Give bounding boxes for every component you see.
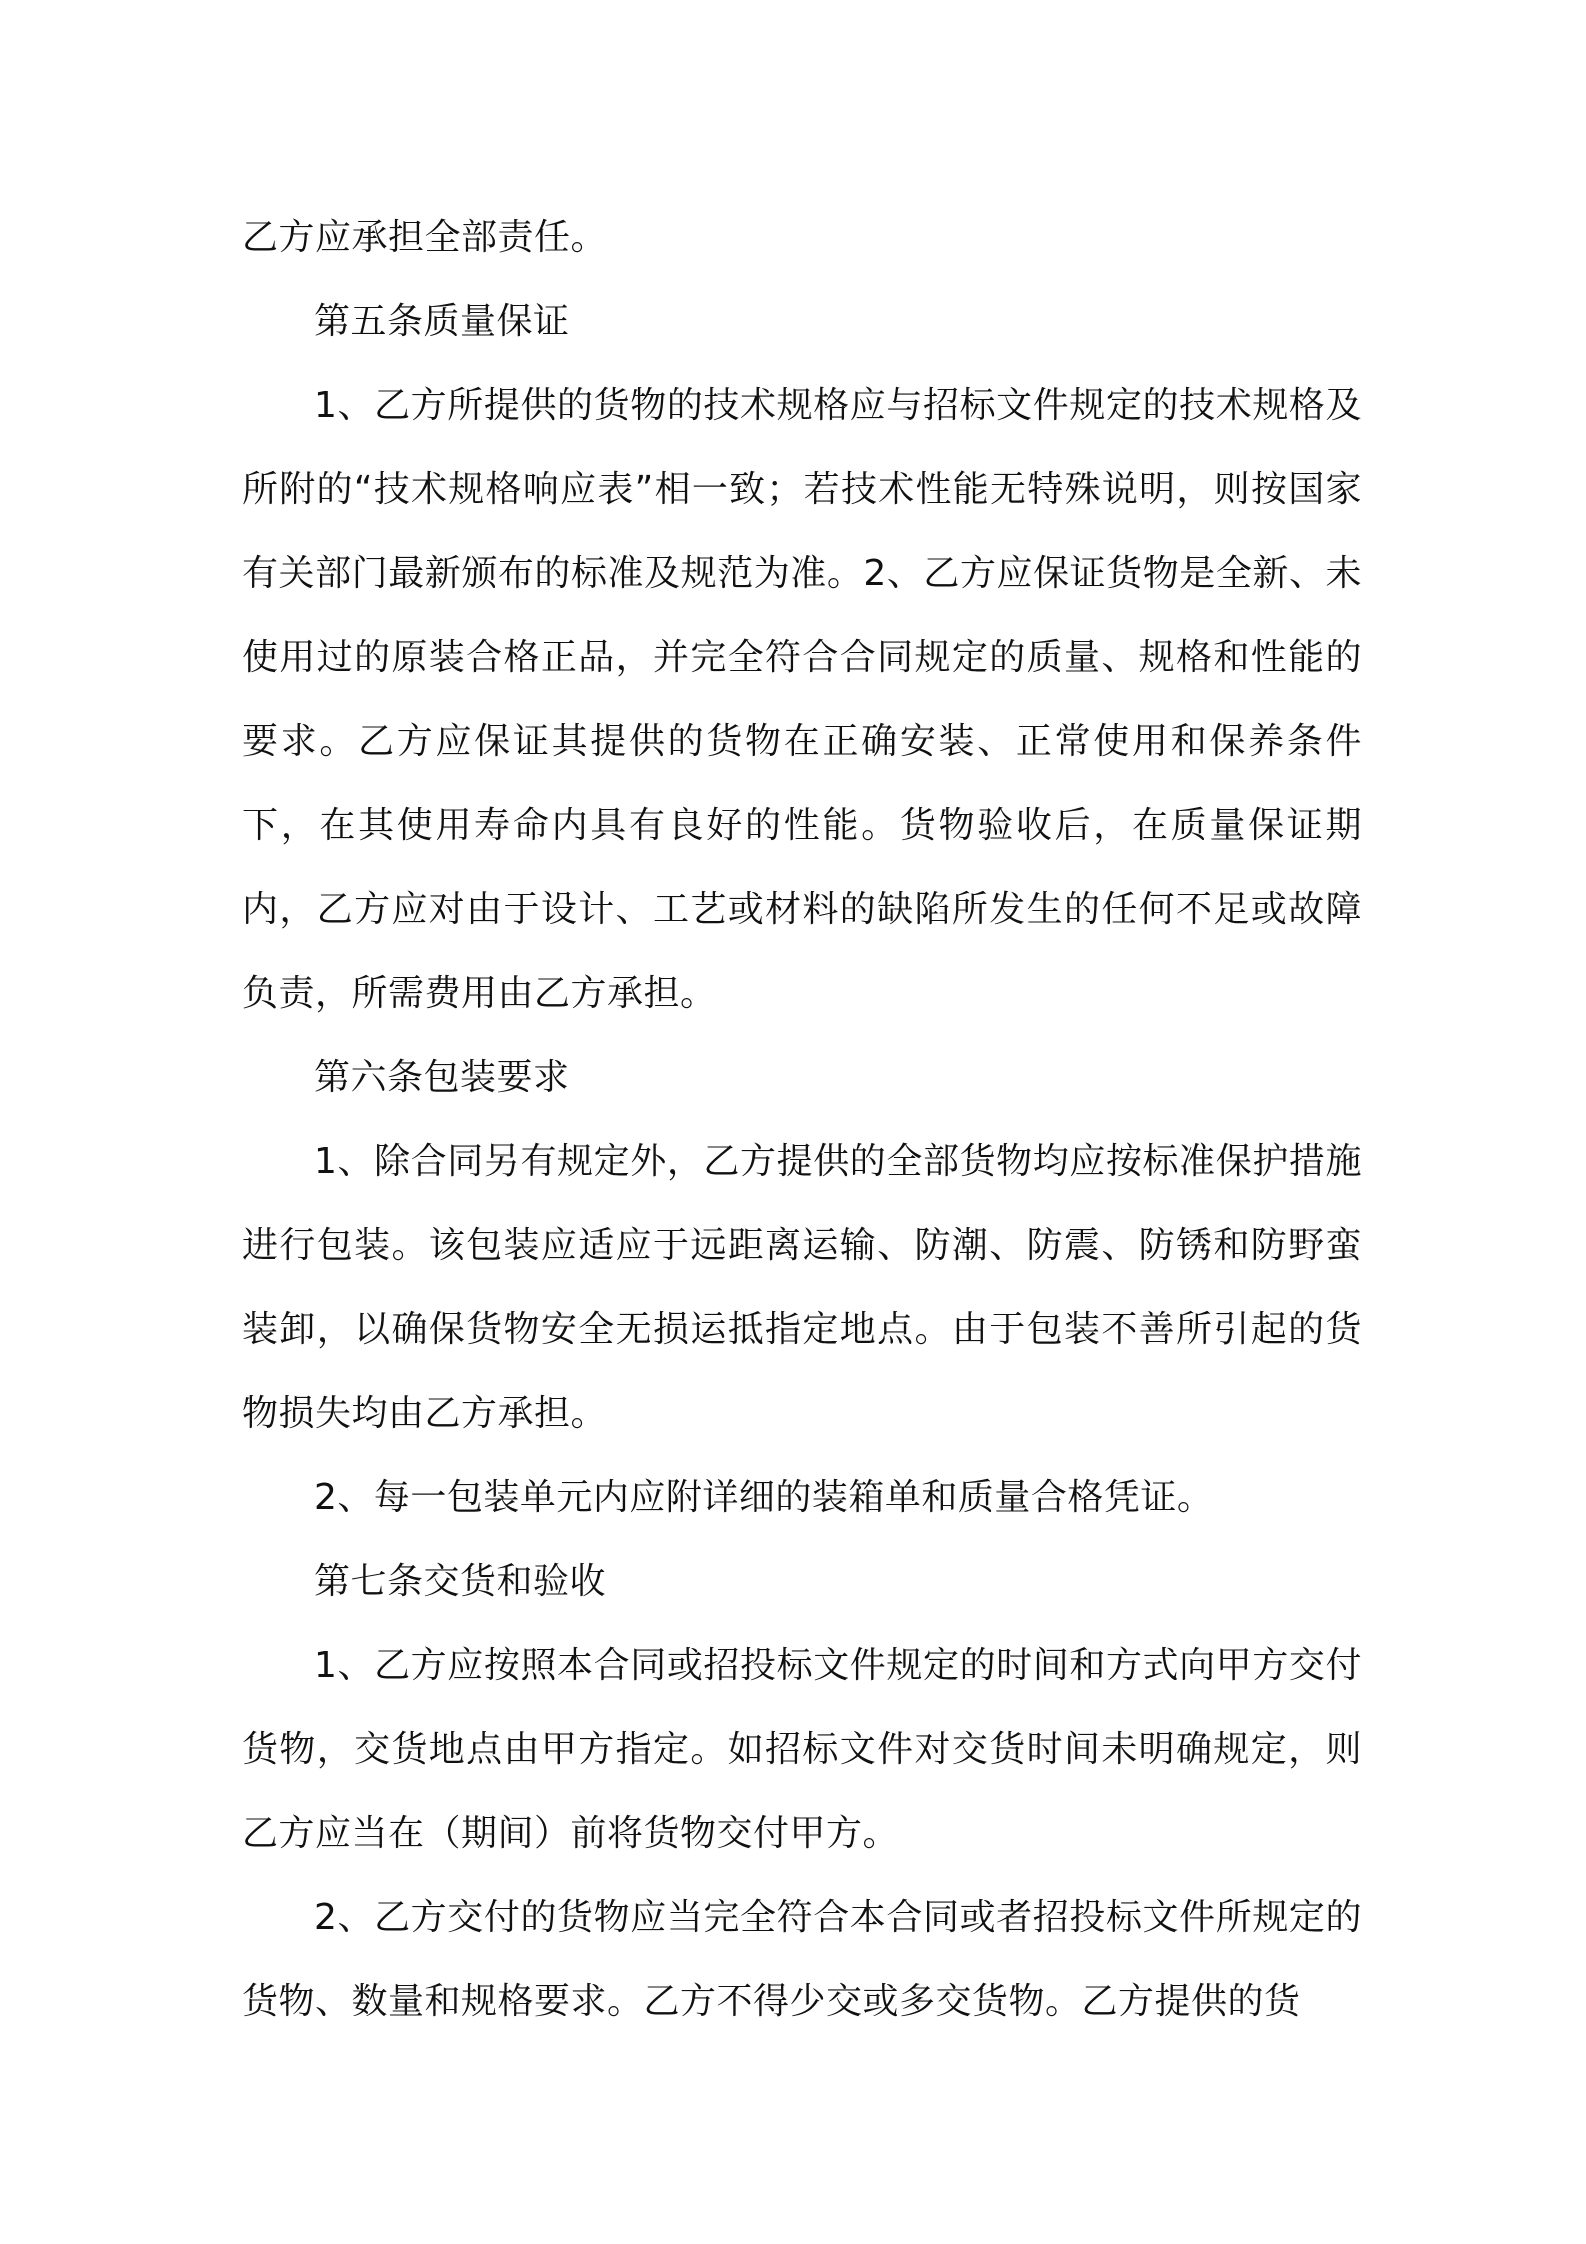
document-page bbox=[242, 196, 1362, 2044]
section-heading-article-6: 第六条包装要求 bbox=[314, 1057, 570, 1098]
paragraph-packaging-1: 1、除合同另有规定外，乙方提供的全部货物均应按标准保护措施进行包装。该包装应适应于远距离运输、防潮、防震、防锈和防野蛮装卸，以确保货物安全无损运抵指定地点。由于包装不善所引起的货物损失均由乙方承担。 bbox=[242, 1141, 1362, 1434]
paragraph-delivery-1: 1、乙方应按照本合同或招投标文件规定的时间和方式向甲方交付货物，交货地点由甲方指定。如招标文件对交货时间未明确规定，则乙方应当在（期间）前将货物交付甲方。 bbox=[242, 1645, 1362, 1854]
paragraph-continuation: 乙方应承担全部责任。 bbox=[242, 217, 608, 258]
paragraph-packaging-2: 2、每一包装单元内应附详细的装箱单和质量合格凭证。 bbox=[314, 1477, 1214, 1518]
section-heading-article-5: 第五条质量保证 bbox=[314, 301, 570, 342]
paragraph-quality-guarantee: 1、乙方所提供的货物的技术规格应与招标文件规定的技术规格及所附的“技术规格响应表”相一致；若技术性能无特殊说明，则按国家有关部门最新颁布的标准及规范为准。2、乙方应保证货物是全新、未使用过的原装合格正品，并完全符合合同规定的质量、规格和性能的要求。乙方应保证其提供的货物在正确安装、正常使用和保养条件下，在其使用寿命内具有良好的性能。货物验收后，在质量保证期内，乙方应对由于设计、工艺或材料的缺陷所发生的任何不足或故障负责，所需费用由乙方承担。 bbox=[242, 385, 1362, 1014]
section-heading-article-7: 第七条交货和验收 bbox=[314, 1561, 607, 1602]
paragraph-delivery-2: 2、乙方交付的货物应当完全符合本合同或者招投标文件所规定的货物、数量和规格要求。乙方不得少交或多交货物。乙方提供的货 bbox=[242, 1897, 1362, 2022]
